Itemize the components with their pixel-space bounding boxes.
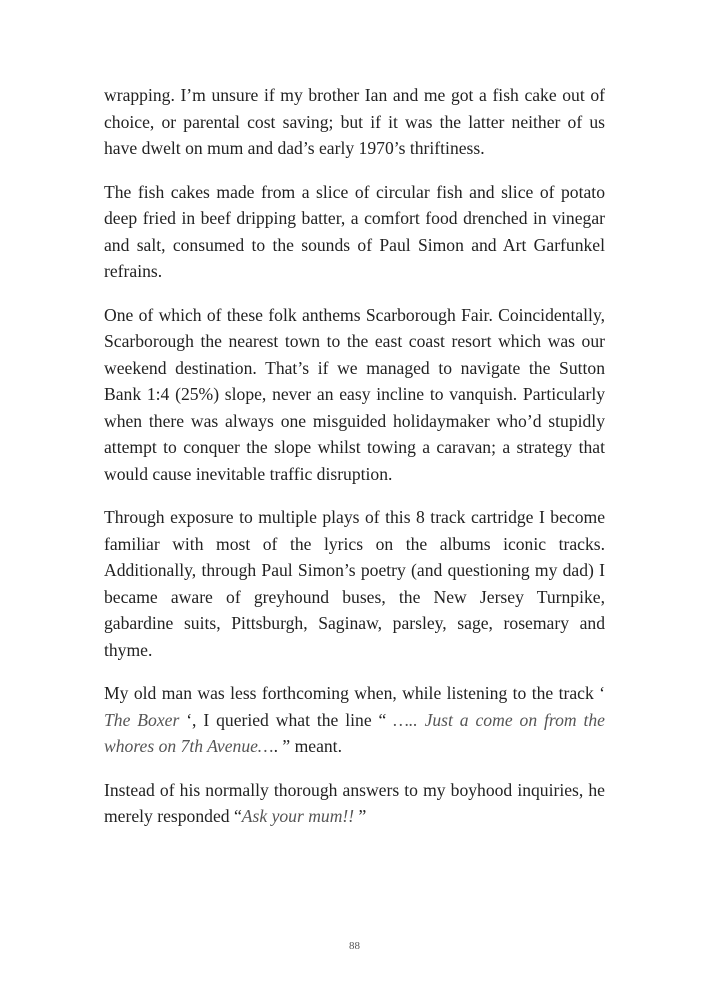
dad-quote: Ask your mum!! <box>241 806 355 826</box>
body-text <box>104 82 605 847</box>
paragraph-6-text-b: ” <box>354 806 367 826</box>
paragraph-3: One of which of these folk anthems Scarborough Fair. Coincidentally, Scarborough the nearest town to the east coast resort which was our weekend destination. That’s if we managed to navigate the Sutton Bank 1:4 (25%) slope, never an easy incline to vanquish. Particularly when there was always one misguided holidaymaker who’d stupidly attempt to conquer the slope whilst towing a caravan; a strategy that would cause inevitable traffic disruption. <box>104 304 605 484</box>
paragraph-5-text-c: . ” meant. <box>273 736 342 756</box>
song-title: The Boxer <box>104 709 180 730</box>
paragraph-5-text-b: ‘, I queried what the line “ <box>179 709 394 730</box>
paragraph-6 <box>104 777 605 830</box>
paragraph-1: wrapping. I’m unsure if my brother Ian and me got a fish cake out of choice, or parental cost saving; but if it was the latter neither of us have dwelt on mum and dad’s early 1970’s thriftiness. <box>104 85 605 158</box>
paragraph-4: Through exposure to multiple plays of this 8 track cartridge I become familiar with most of the lyrics on the albums iconic tracks. Additionally, through Paul Simon’s poetry (and questioning my dad) I became aware of greyhound buses, the New Jersey Turnpike, gabardine suits, Pittsburgh, Saginaw, parsley, sage, rosemary and thyme. <box>104 507 605 660</box>
paragraph-5-text-a: My old man was less forthcoming when, while listening to the track ‘ <box>104 683 605 703</box>
lyric-quote: ….. Just a come on from the whores on 7th Avenue… <box>104 709 605 756</box>
paragraph-6-text-a: Instead of his normally thorough answers to my boyhood inquiries, he merely responded “ <box>104 779 605 826</box>
paragraph-5 <box>104 680 605 760</box>
page-number: 88 <box>349 940 360 952</box>
paragraph-2: The fish cakes made from a slice of circular fish and slice of potato deep fried in beef dripping batter, a comfort food drenched in vinegar and salt, consumed to the sounds of Paul Simon and Art Garfunkel refrains. <box>104 181 605 281</box>
